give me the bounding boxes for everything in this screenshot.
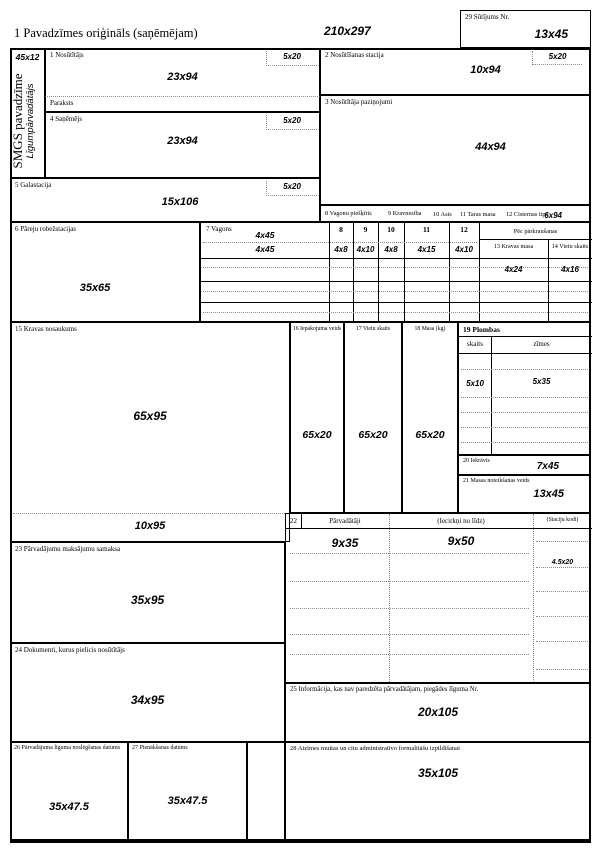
field-6-pareju-robezstacijas	[10, 222, 200, 322]
field-15-kravas-nosaukums	[10, 322, 290, 542]
field-18-masa-kg	[402, 322, 458, 513]
field-22-dotted-vline	[533, 514, 534, 684]
wagon-header-label-9: 9 Kravnesība	[388, 210, 422, 217]
col11-header: 11	[422, 225, 431, 234]
field-4-label: 4 Saņēmējs	[50, 115, 83, 123]
col13-size: 4x24	[504, 265, 523, 274]
field-25-size: 20x105	[417, 705, 459, 719]
col8-size: 4x8	[334, 245, 348, 254]
field-29-sutijums-nr	[460, 10, 591, 48]
wagon-header-size: 6x94	[544, 211, 562, 220]
field-6-label: 6 Pāreju robežstacijas	[15, 225, 77, 233]
wagon-header-label-11: 11 Taras masa	[460, 211, 496, 218]
field-22-col1-header: Pārvadātāji	[329, 517, 361, 525]
field-1-size: 23x94	[167, 71, 198, 83]
field-22-dotted-line	[290, 553, 529, 554]
wagon-table-hline-dotted	[203, 312, 590, 313]
field-19-dotted-line	[461, 397, 590, 398]
strip-subtitle: Līgumpārvadātājs	[24, 83, 36, 159]
wagon-table-hline	[479, 239, 592, 240]
sheet-size-annotation: 210x297	[324, 24, 371, 38]
field-22-station-dotted-line	[536, 591, 590, 592]
field-26-liguma-noslegsanas-datums	[10, 742, 128, 843]
col10-size: 4x8	[384, 245, 398, 254]
field-23-parvadajumu-maksajumu-samaksa	[10, 542, 285, 643]
field-22-station-dotted-line	[536, 669, 590, 670]
field-5-label: 5 Galastacija	[15, 181, 52, 189]
wagon-table-vline	[378, 223, 379, 323]
wagon-table-hline	[201, 258, 592, 259]
field-16-label: 16 Iepakojuma veids	[292, 326, 342, 332]
field-18-size: 65x20	[415, 429, 445, 441]
field-15-bottom-size: 10x95	[134, 520, 166, 532]
field-22-num: 22	[290, 517, 297, 525]
field-28-size: 35x105	[417, 766, 459, 780]
field-5-size: 15x106	[161, 196, 199, 208]
field-19-hline	[459, 336, 592, 337]
wagon-table-hline	[201, 302, 592, 303]
field-27-pienaksanas-datums	[128, 742, 247, 843]
field-25-informacija	[285, 683, 591, 742]
field-19-dotted-line	[461, 369, 590, 370]
field-2-code-box: 5x20	[532, 51, 582, 65]
col7-vagons-label: 7 Vagons	[206, 225, 232, 233]
field-17-label: 17 Vietu skaits	[355, 326, 391, 332]
field-19-skaits-header: skaits	[467, 340, 483, 348]
wagon-table	[200, 222, 591, 322]
col8-header: 8	[339, 225, 343, 234]
pec-parkrausanas-header: Pēc pārkraušanas	[513, 228, 558, 235]
wagon-table-vline	[404, 223, 405, 323]
field-19-dotted-line	[461, 427, 590, 428]
field-20-label: 20 Iekrāvis	[463, 458, 490, 464]
col14-size: 4x16	[561, 265, 579, 274]
field-15-label: 15 Kravas nosaukums	[15, 325, 77, 333]
field-4-sanemejs	[45, 112, 320, 178]
field-22-parvadataji	[285, 513, 591, 683]
field-22-dotted-line	[290, 654, 529, 655]
col7-size-2: 4x45	[255, 244, 275, 254]
wagon-table-vline	[329, 223, 330, 323]
field-17-size: 65x20	[358, 429, 388, 441]
field-22-station-dotted-line	[536, 616, 590, 617]
field-15-dotted-line	[13, 513, 287, 514]
field-22-station-dotted-line	[536, 641, 590, 642]
wagon-header-label-10: 10 Asis	[433, 211, 452, 218]
field-21-label: 21 Masas noteikšanas veids	[463, 478, 530, 484]
wagon-table-vline	[353, 223, 354, 323]
field-3-label: 3 Nosūtītāja paziņojumi	[325, 98, 393, 106]
field-2-nosutisanas-stacija	[320, 48, 591, 95]
field-23-label: 23 Pārvadājumu maksājumu samaksa	[15, 545, 121, 553]
wagon-table-hline-dotted	[203, 291, 590, 292]
col13-header: 13 Kravas masa	[493, 243, 534, 250]
col10-header: 10	[387, 225, 395, 234]
field-24-size: 34x95	[130, 693, 165, 707]
field-22-station-dotted-line	[536, 541, 590, 542]
field-22-hline	[286, 528, 592, 529]
strip-title: SMGS pavadzīme	[10, 73, 25, 169]
strip-size: 45x12	[15, 52, 40, 62]
field-1-label: 1 Nosūtītājs	[50, 51, 84, 59]
field-22-col1-size: 9x35	[331, 536, 359, 550]
field-15-size: 65x95	[133, 409, 167, 423]
wagon-header-row	[320, 205, 591, 222]
paraksts-label: Paraksts	[50, 99, 74, 107]
field-16-iepakojuma-veids	[290, 322, 344, 513]
col9-size: 4x10	[356, 245, 375, 254]
field-23-size: 35x95	[130, 593, 165, 607]
field-19-vline	[491, 336, 492, 456]
field-1-code-box: 5x20	[266, 51, 317, 66]
field-22-col3-header: (Staciju kodi)	[546, 517, 579, 523]
field-22-dotted-line	[290, 581, 529, 582]
strip-rotated-text	[11, 64, 45, 178]
field-22-dotted-line	[290, 608, 529, 609]
field-18-label: 18 Masa (kg)	[414, 326, 446, 332]
field-27-size: 35x47.5	[167, 795, 208, 807]
col11-size: 4x15	[417, 245, 436, 254]
field-4-size: 23x94	[167, 135, 198, 147]
field-1-nosutitajs	[45, 48, 320, 97]
wagon-table-vline	[449, 223, 450, 323]
field-27-label: 27 Pienākšanas datums	[132, 745, 188, 751]
wagon-table-hline-dotted	[203, 242, 477, 243]
wagon-header-label-12: 12 Cisternas tips	[506, 211, 548, 218]
field-20-size: 7x45	[536, 461, 559, 472]
field-22-col3-size: 4.5x20	[551, 559, 574, 566]
field-19-hline	[459, 353, 592, 354]
field-27-empty-strip	[247, 742, 285, 843]
field-19-dotted-line	[461, 442, 590, 443]
form-type-strip	[10, 48, 45, 178]
field-19-zimes-header: zīmes	[533, 340, 550, 348]
field-19-label: 19 Plombas	[463, 325, 500, 334]
wagon-header-label-8: 8 Vagonu piešķīris	[325, 210, 372, 217]
field-24-dokumenti	[10, 643, 285, 742]
col14-header: 14 Vietu skaits	[551, 243, 589, 250]
field-26-size: 35x47.5	[49, 801, 89, 813]
field-28-label: 28 Atzīmes muitas un citu administratīvo formalitāšu izpildīšanai	[290, 745, 460, 752]
col12-size: 4x10	[455, 245, 473, 254]
field-29-label: 29 Sūtījums Nr.	[465, 13, 510, 21]
field-19-zimes-size: 5x35	[532, 377, 551, 386]
field-5-galastacija	[10, 178, 320, 222]
field-19-plombas	[458, 322, 591, 455]
field-21-masas-noteiksanas-veids	[458, 475, 591, 513]
field-17-vietu-skaits	[344, 322, 402, 513]
field-21-size: 13x45	[533, 488, 564, 500]
col7-size-1: 4x45	[255, 230, 275, 240]
field-22-col2-size: 9x50	[447, 534, 475, 548]
field-20-iekravis	[458, 455, 591, 475]
field-28-atzimes-muitas	[285, 742, 591, 843]
field-26-label: 26 Pārvadājuma līguma noslēgšanas datums	[14, 745, 120, 751]
field-3-nosutitaja-pazinojumi	[320, 95, 591, 205]
field-22-station-dotted-line	[536, 567, 590, 568]
col9-header: 9	[363, 225, 368, 234]
col12-header: 12	[460, 225, 468, 234]
field-19-dotted-line	[461, 412, 590, 413]
field-16-size: 65x20	[302, 429, 332, 441]
field-19-skaits-size: 5x10	[466, 379, 484, 388]
field-2-size: 10x94	[470, 64, 501, 76]
field-5-code-box: 5x20	[266, 181, 317, 196]
page-title: 1 Pavadzīmes oriģināls (saņēmējam)	[14, 26, 198, 40]
field-4-code-box: 5x20	[266, 115, 317, 130]
field-paraksts	[45, 97, 320, 112]
field-3-size: 44x94	[475, 141, 506, 153]
wagon-table-hline	[201, 281, 592, 282]
field-24-label: 24 Dokumenti, kurus pielicis nosūtītājs	[15, 646, 125, 654]
field-29-size: 13x45	[534, 27, 568, 41]
field-22-dotted-line	[290, 634, 529, 635]
field-25-label: 25 Informācija, kas nav paredzēta pārvadātājam, piegādes līguma Nr.	[290, 686, 479, 693]
field-2-label: 2 Nosūtīšanas stacija	[325, 51, 384, 59]
field-6-size: 35x65	[79, 282, 111, 294]
field-22-col2-header: (Iecirkņi no līdz)	[437, 517, 485, 525]
